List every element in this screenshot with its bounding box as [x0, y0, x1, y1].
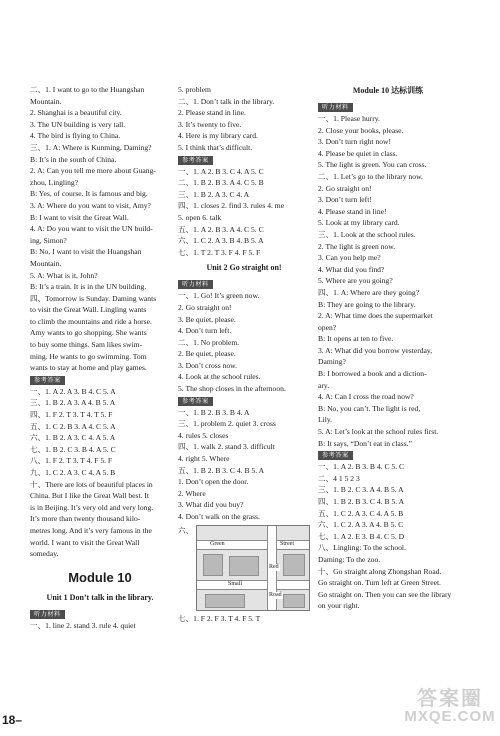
- text-line: 3. The UN building is very tall.: [30, 119, 126, 129]
- watermark-line1: 答案圈: [417, 688, 483, 710]
- text-line: 5. open 6. talk: [178, 212, 222, 222]
- column-left: [30, 84, 170, 631]
- text-line: 4. A: Do you want to visit the UN build-: [30, 224, 153, 234]
- text-line: 5. The light is green. You can cross.: [318, 160, 427, 170]
- text-line: 七、1. F 2. F 3. T 4. F 5. T: [178, 613, 261, 623]
- map-question-label: 六、: [178, 525, 194, 535]
- col2-section-e: [178, 613, 310, 625]
- map-label-street: Street: [280, 540, 294, 547]
- text-line: 5. The shop closes in the afternoon.: [178, 384, 286, 394]
- text-line: 七、1. B 2. C 3. B 4. A 5. C: [30, 444, 116, 454]
- text-line: to visit the Great Wall. Lingling wants: [30, 305, 147, 315]
- map-label-small: Small: [228, 580, 243, 587]
- text-line: 4. right 5. Where: [178, 454, 230, 464]
- text-line: 5. A: Let’s look at the school rules first.: [318, 427, 439, 437]
- text-line: 4. Please be quiet in class.: [318, 148, 398, 158]
- text-line: 4. Look at the school rules.: [178, 372, 261, 382]
- review-title: Module 10 达标训练: [352, 86, 424, 95]
- text-line: 3. It’s twenty to five.: [178, 119, 242, 129]
- col2-section-d: [178, 407, 310, 523]
- text-line: 4. Please stand in line!: [318, 206, 387, 216]
- text-line: 四、1. walk 2. stand 3. difficult: [178, 442, 275, 452]
- listening-label: 听力材料: [318, 103, 353, 112]
- text-line: Mountain.: [30, 96, 62, 106]
- text-line: B: It’s in the south of China.: [30, 154, 117, 164]
- text-line: 十、Go straight along Zhongshan Road.: [318, 566, 442, 576]
- text-line: 4. rules 5. closes: [178, 430, 229, 440]
- text-line: 六、1. B 2. A 3. C 4. A 5. A: [30, 433, 116, 443]
- text-line: 七、1. A 2. E 3. B 4. C 5. D: [318, 531, 405, 541]
- text-line: B: They are going to the library.: [318, 299, 416, 309]
- text-line: 3. A: Where do you want to visit, Amy?: [30, 200, 151, 210]
- text-line: 4. The bird is flying to China.: [30, 131, 121, 141]
- text-line: 三、1. A: Where is Kunming, Daming?: [30, 142, 152, 152]
- col1-section-a: [30, 84, 170, 374]
- text-line: It’s more than twenty thousand kilo-: [30, 514, 141, 524]
- text-line: 六、1. C 2. A 3. B 4. B 5. A: [178, 236, 264, 246]
- text-line: 2. Go straight on!: [318, 183, 372, 193]
- text-line: someday.: [30, 549, 59, 559]
- map-building: [229, 556, 259, 576]
- col3-section-a: [318, 113, 458, 449]
- text-line: 二、4 1 5 2 3: [318, 473, 360, 483]
- text-line: 2. Shanghai is a beautiful city.: [30, 108, 122, 118]
- text-line: 一、1. A 2. A 3. B 4. C 5. A: [30, 386, 116, 396]
- text-line: B: I want to visit the Great Wall.: [30, 212, 129, 222]
- text-line: world. I want to visit the Great Wall: [30, 537, 140, 547]
- text-line: 4. Don’t turn left.: [178, 326, 232, 336]
- text-line: 六、1. C 2. A 3. A 4. B 5. C: [318, 520, 404, 530]
- text-line: 五、1. C 2. A 3. C 4. A 5. B: [318, 508, 404, 518]
- text-line: 四、1. closes 2. find 3. rules 4. me: [178, 201, 285, 211]
- col1-section-b: [30, 386, 170, 560]
- text-line: wants to stay at home and play games.: [30, 363, 147, 373]
- text-line: 三、1. problem 2. quiet 3. cross: [178, 419, 276, 429]
- page-number: 18–: [2, 713, 23, 727]
- text-line: 3. Don’t turn right now!: [318, 137, 392, 147]
- map-building: [283, 554, 305, 576]
- text-line: B: It opens at ten to five.: [318, 334, 394, 344]
- listening-label: 听力材料: [178, 280, 213, 289]
- answers-label: 参考答案: [30, 376, 65, 385]
- text-line: 5. I think that’s difficult.: [178, 142, 253, 152]
- module-title: Module 10: [68, 569, 132, 585]
- column-right: [318, 84, 458, 612]
- text-line: ing, Simon?: [30, 235, 67, 245]
- text-line: Daming?: [318, 357, 346, 367]
- text-line: 4. Here is my library card.: [178, 131, 258, 141]
- text-line: 四、1. F 2. T 3. T 4. T 5. F: [30, 410, 113, 420]
- text-line: 五、1. C 2. B 3. A 4. C 5. A: [30, 421, 116, 431]
- text-line: 五、1. B 2. B 3. C 4. B 5. A: [178, 465, 265, 475]
- text-line: 5. A: What is it, John?: [30, 270, 98, 280]
- text-line: 3. Don’t cross now.: [178, 360, 238, 370]
- text-line: 五、1. A 2. B 3. A 4. C 5. C: [178, 224, 264, 234]
- map-building: [205, 594, 245, 608]
- text-line: to buy some things. Sam likes swim-: [30, 340, 143, 350]
- text-line: zhou, Lingling?: [30, 177, 79, 187]
- unit1-title: Unit 1 Don’t talk in the library.: [46, 592, 154, 602]
- col2-section-c: [178, 290, 310, 394]
- text-line: 一、1. A 2. B 3. C 4. A 5. C: [178, 166, 264, 176]
- text-line: open?: [318, 322, 337, 332]
- text-line: Go straight on. Turn left at Green Street.: [318, 578, 441, 588]
- text-line: 5. Look at my library card.: [318, 218, 400, 228]
- text-line: 二、1. Let’s go to the library now.: [318, 171, 423, 181]
- text-line: 二、1. I want to go to the Huangshan: [30, 85, 145, 94]
- text-line: 4. A: Can I cross the road now?: [318, 392, 414, 402]
- text-line: 2. Please stand in line.: [178, 108, 246, 118]
- text-line: 2. Close your books, please.: [318, 125, 404, 135]
- text-line: 3. Don’t turn left!: [318, 195, 372, 205]
- text-line: B: No, you can’t. The light is red,: [318, 403, 421, 413]
- text-line: metres long. And it’s very famous in the: [30, 525, 152, 535]
- text-line: 二、1. Don’t talk in the library.: [178, 96, 275, 106]
- text-line: B: It’s a train. It is in the UN building.: [30, 282, 147, 292]
- text-line: 一、1. Please hurry.: [318, 114, 380, 123]
- text-line: 八、1. F 2. T 3. T 4. F 5. F: [30, 456, 113, 466]
- text-line: 2. The light is green now.: [318, 241, 396, 251]
- watermark-logo: [404, 690, 496, 726]
- text-line: China. But I like the Great Wall best. It: [30, 491, 150, 501]
- text-line: 3. Can you help me?: [318, 253, 381, 263]
- text-line: 四、1. B 2. B 3. C 4. B 5. A: [318, 497, 405, 506]
- map-road-small-street: [196, 580, 310, 590]
- listening-label: 听力材料: [30, 610, 65, 619]
- col2-section-a: [178, 84, 310, 154]
- answers-label: 参考答案: [178, 156, 213, 165]
- map-label-red: Red: [269, 563, 279, 570]
- text-line: on your right.: [318, 601, 360, 611]
- text-line: 七、1. T 2. T 3. F 4. F 5. F: [178, 247, 261, 257]
- text-line: 一、1. Go! It’s green now.: [178, 291, 260, 301]
- text-line: ming. He wants to go swimming. Tom: [30, 351, 147, 361]
- text-line: Go straight on. Then you can see the library: [318, 589, 452, 599]
- text-line: 4. Don’t walk on the grass.: [178, 512, 260, 521]
- text-line: 5. Where are you going?: [318, 276, 393, 286]
- text-line: Daming: To the zoo.: [318, 554, 381, 564]
- map-block: [178, 525, 310, 611]
- text-line: 四、Tomorrow is Sunday. Daming wants: [30, 293, 157, 303]
- text-line: 二、1. B 2. B 3. A 4. C 5. B: [178, 178, 264, 188]
- street-map: [196, 525, 310, 611]
- text-line: Amy wants to go shopping. She wants: [30, 328, 147, 338]
- map-label-road: Road: [269, 591, 282, 598]
- col3-section-b: [318, 461, 458, 612]
- text-line: B: It says, “Don’t eat in class.”: [318, 438, 412, 448]
- text-line: 2. Go straight on!: [178, 302, 232, 312]
- text-line: 3. What did you buy?: [178, 500, 244, 510]
- text-line: 3. A: What did you borrow yesterday,: [318, 345, 433, 355]
- text-line: 3. Be quiet, please.: [178, 314, 236, 324]
- text-line: 1. Don’t open the door.: [178, 477, 249, 487]
- text-line: 四、1. A: Where are they going?: [318, 287, 420, 297]
- text-line: 九、1. C 2. A 3. C 4. A 5. B: [30, 468, 116, 477]
- text-line: 2. A: Can you tell me more about Guang-: [30, 166, 156, 176]
- text-line: B: I borrowed a book and a diction-: [318, 369, 427, 379]
- text-line: 十、There are lots of beautiful places in: [30, 479, 153, 489]
- text-line: 2. A: What time does the supermarket: [318, 311, 433, 321]
- text-line: 八、Lingling: To the school.: [318, 543, 406, 553]
- text-line: 一、1. B 2. B 3. B 4. A: [178, 407, 250, 417]
- map-label-green: Green: [210, 540, 225, 547]
- text-line: is in Beijing. It’s very old and very long.: [30, 502, 154, 512]
- text-line: 三、1. B 2. A 3. C 4. A: [178, 189, 250, 199]
- text-line: Lily.: [318, 415, 333, 425]
- text-line: 三、1. B 2. A 3. A 4. B 5. A: [30, 398, 116, 408]
- unit2-title: Unit 2 Go straight on!: [206, 263, 282, 273]
- text-line: ary.: [318, 380, 330, 390]
- text-line: 二、1. No problem.: [178, 337, 240, 347]
- text-line: 一、1. A 2. B 3. B 4. C 5. C: [318, 462, 405, 472]
- watermark-line2: MXQE.COM: [404, 708, 496, 725]
- answers-label: 参考答案: [318, 451, 353, 460]
- text-line: 2. Where: [178, 488, 206, 498]
- text-line: 4. What did you find?: [318, 264, 385, 274]
- map-building: [283, 594, 305, 608]
- text-line: 5. problem: [178, 85, 211, 94]
- answers-label: 参考答案: [178, 397, 213, 406]
- col2-section-b: [178, 166, 310, 259]
- text-line: 一、1. line 2. stand 3. rule 4. quiet: [30, 620, 136, 630]
- text-line: 三、1. Look at the school rules.: [318, 229, 416, 239]
- text-line: B: No, I want to visit the Huangshan: [30, 247, 142, 257]
- map-building: [203, 554, 223, 576]
- column-middle: [178, 84, 310, 624]
- text-line: 三、1. B 2. C 3. A 4. B 5. A: [318, 485, 404, 495]
- text-line: 2. Be quiet, please.: [178, 349, 236, 359]
- text-line: Mountain.: [30, 258, 62, 268]
- text-line: to climb the mountains and ride a horse.: [30, 316, 152, 326]
- col1-section-c: [30, 620, 170, 632]
- text-line: B: Yes, of course. It is famous and big.: [30, 189, 148, 199]
